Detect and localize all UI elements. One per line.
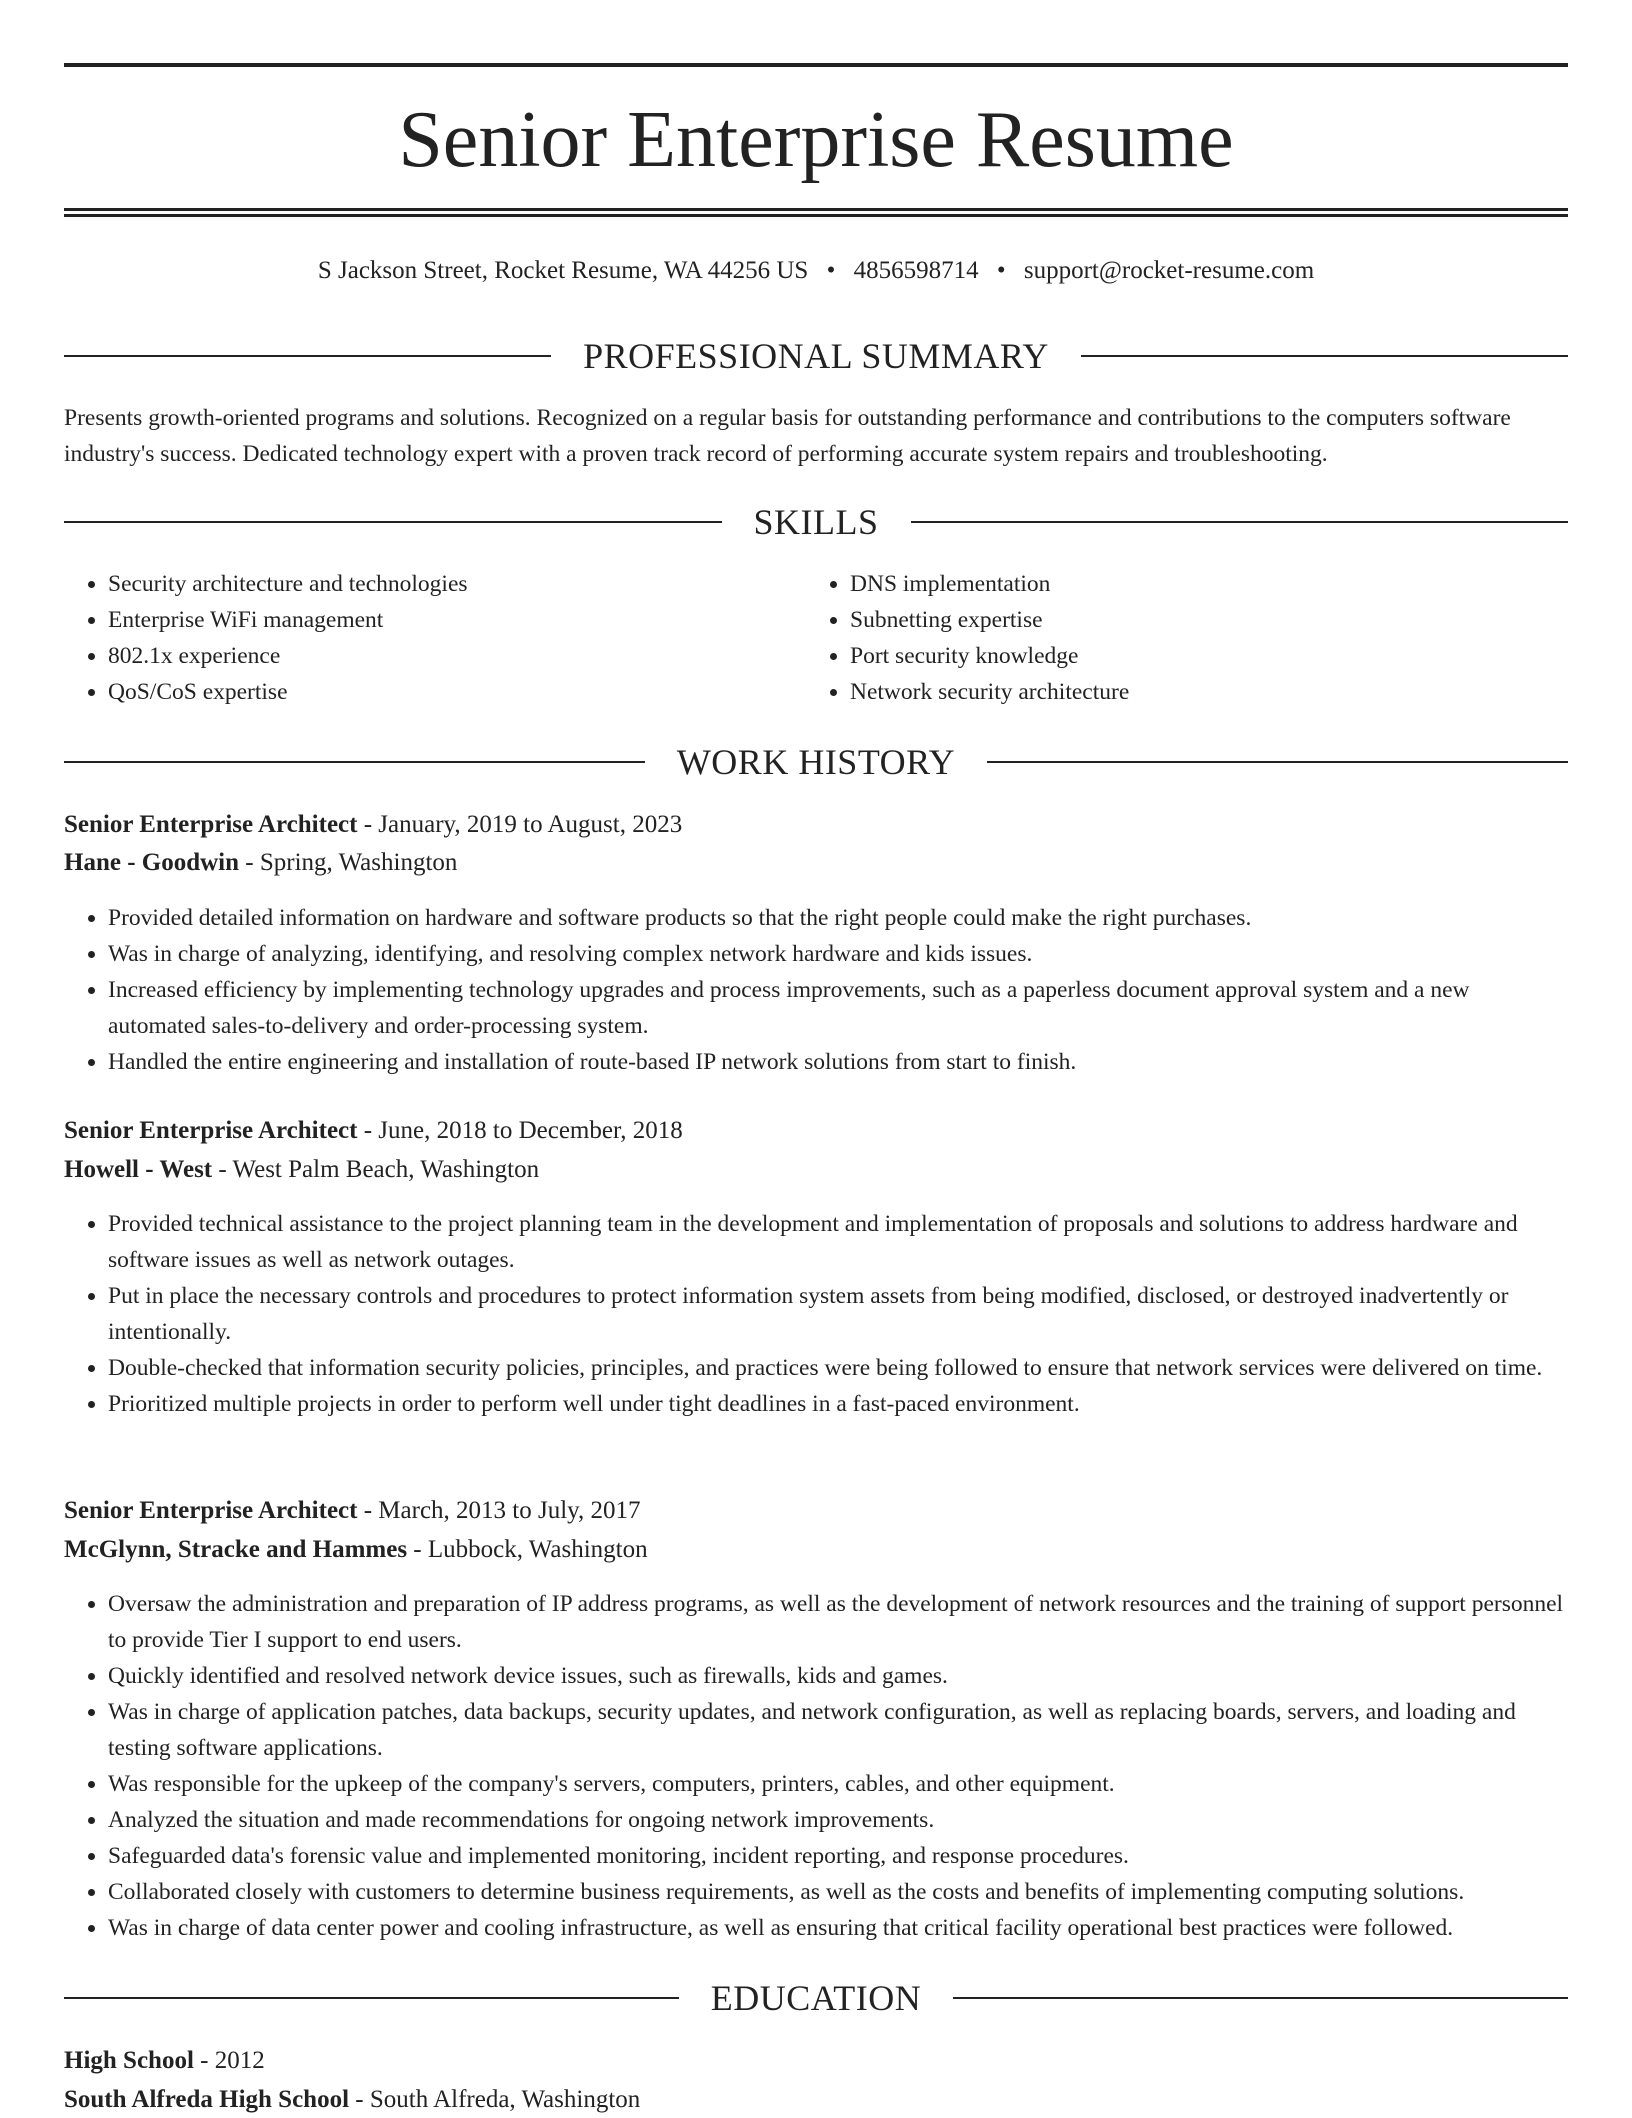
education-year: - 2012 bbox=[193, 2047, 265, 2074]
job-bullet: • Collaborated closely with customers to determine business requirements, as well as the costs and benefits of implementing computing solutions. bbox=[108, 1874, 1568, 1910]
education-degree: High School bbox=[64, 2047, 194, 2074]
education-heading bbox=[64, 1976, 1568, 2020]
job-bullet: • Provided detailed information on hardware and software products so that the right people could make the right purchases. bbox=[108, 900, 1568, 936]
job-bullet: • Was in charge of analyzing, identifying, and resolving complex network hardware and kids issues. bbox=[108, 936, 1568, 972]
heading-rule bbox=[64, 355, 551, 357]
job-bullets bbox=[64, 900, 1568, 1080]
heading-rule bbox=[987, 761, 1568, 763]
job-location: - Spring, Washington bbox=[239, 849, 458, 876]
job-company-line bbox=[64, 1152, 1568, 1188]
job-bullet: • Handled the entire engineering and installation of route-based IP network solutions from start to finish. bbox=[108, 1044, 1568, 1080]
education-school: South Alfreda High School bbox=[64, 2086, 350, 2113]
skill-item: • Port security knowledge bbox=[850, 638, 1506, 674]
job-bullets bbox=[64, 1206, 1568, 1422]
job-company: Howell - West bbox=[64, 1156, 213, 1183]
education-location: - South Alfreda, Washington bbox=[349, 2086, 641, 2113]
job-bullet: • Prioritized multiple projects in order to perform well under tight deadlines in a fast-paced environment. bbox=[108, 1386, 1568, 1422]
skill-item: • DNS implementation bbox=[850, 566, 1506, 602]
job-bullet: • Safeguarded data's forensic value and implemented monitoring, incident reporting, and response procedures. bbox=[108, 1838, 1568, 1874]
resume-title: Senior Enterprise Resume bbox=[398, 96, 1234, 184]
job-bullet: • Quickly identified and resolved network device issues, such as firewalls, kids and games. bbox=[108, 1658, 1568, 1694]
job-location: - West Palm Beach, Washington bbox=[212, 1156, 540, 1183]
education-degree-line bbox=[64, 2043, 1568, 2079]
job-dates: - March, 2013 to July, 2017 bbox=[357, 1497, 641, 1524]
job-title: Senior Enterprise Architect bbox=[64, 1117, 358, 1144]
heading-rule bbox=[64, 1997, 679, 1999]
job-title-line bbox=[64, 807, 1568, 843]
job-bullet: • Double-checked that information security policies, principles, and practices were being followed to ensure that network services were delivered on time. bbox=[108, 1350, 1568, 1386]
job-company-line bbox=[64, 1532, 1568, 1568]
top-rule bbox=[64, 63, 1568, 67]
skill-item: • 802.1x experience bbox=[108, 638, 764, 674]
skill-item: • Network security architecture bbox=[850, 674, 1506, 710]
skills-left-column bbox=[64, 566, 764, 710]
education-heading-label: EDUCATION bbox=[710, 1978, 922, 2018]
contact-address: S Jackson Street, Rocket Resume, WA 44256 US bbox=[317, 257, 809, 284]
heading-rule bbox=[953, 1997, 1568, 1999]
job-bullet: • Provided technical assistance to the project planning team in the development and implementation of proposals and solutions to address hardware and software issues as well as network outages. bbox=[108, 1206, 1568, 1278]
contact-line bbox=[0, 255, 1632, 287]
contact-separator: • bbox=[826, 257, 836, 284]
job-dates: - June, 2018 to December, 2018 bbox=[357, 1117, 683, 1144]
summary-heading-label: PROFESSIONAL SUMMARY bbox=[583, 336, 1049, 376]
job-location: - Lubbock, Washington bbox=[407, 1536, 648, 1563]
education-school-line bbox=[64, 2082, 1568, 2118]
skills-heading-label: SKILLS bbox=[753, 502, 879, 542]
job-company-line bbox=[64, 845, 1568, 881]
job-bullets bbox=[64, 1586, 1568, 1946]
contact-separator: • bbox=[996, 257, 1006, 284]
job-title: Senior Enterprise Architect bbox=[64, 811, 358, 838]
skill-item: • QoS/CoS expertise bbox=[108, 674, 764, 710]
job-dates: - January, 2019 to August, 2023 bbox=[357, 811, 683, 838]
skills-right-column bbox=[806, 566, 1506, 710]
work-history-heading-label: WORK HISTORY bbox=[676, 742, 956, 782]
summary-heading bbox=[64, 334, 1568, 378]
skill-item: • Enterprise WiFi management bbox=[108, 602, 764, 638]
heading-rule bbox=[64, 761, 645, 763]
job-title-line bbox=[64, 1493, 1568, 1529]
job-company: McGlynn, Stracke and Hammes bbox=[64, 1536, 408, 1563]
contact-email[interactable]: support@rocket-resume.com bbox=[1023, 257, 1315, 284]
job-bullet: • Was in charge of application patches, data backups, security updates, and network configuration, as well as replacing boards, servers, and loading and testing software applications. bbox=[108, 1694, 1568, 1766]
job-title-line bbox=[64, 1113, 1568, 1149]
job-company: Hane - Goodwin bbox=[64, 849, 240, 876]
contact-phone: 4856598714 bbox=[853, 257, 979, 284]
job-title: Senior Enterprise Architect bbox=[64, 1497, 358, 1524]
work-history-heading bbox=[64, 740, 1568, 784]
job-bullet: • Increased efficiency by implementing technology upgrades and process improvements, such as a paperless document approval system and a new automated sales-to-delivery and order-processing system. bbox=[108, 972, 1568, 1044]
title-double-rule bbox=[64, 208, 1568, 217]
summary-text: Presents growth-oriented programs and solutions. Recognized on a regular basis for outstanding performance and contributions to the computers software industry's success. Dedicated technology expert with a proven track record of performing accurate system repairs and troubleshooting. bbox=[64, 405, 1511, 467]
heading-rule bbox=[911, 521, 1569, 523]
job-bullet: • Put in place the necessary controls and procedures to protect information system assets from being modified, disclosed, or destroyed inadvertently or intentionally. bbox=[108, 1278, 1568, 1350]
job-bullet: • Was in charge of data center power and cooling infrastructure, as well as ensuring that critical facility operational best practices were followed. bbox=[108, 1910, 1568, 1946]
job-bullet: • Oversaw the administration and preparation of IP address programs, as well as the development of network resources and the training of support personnel to provide Tier I support to end users. bbox=[108, 1586, 1568, 1658]
job-bullet: • Was responsible for the upkeep of the company's servers, computers, printers, cables, and other equipment. bbox=[108, 1766, 1568, 1802]
skill-item: • Security architecture and technologies bbox=[108, 566, 764, 602]
job-bullet: • Analyzed the situation and made recommendations for ongoing network improvements. bbox=[108, 1802, 1568, 1838]
skills-heading bbox=[64, 500, 1568, 544]
skill-item: • Subnetting expertise bbox=[850, 602, 1506, 638]
heading-rule bbox=[64, 521, 722, 523]
heading-rule bbox=[1081, 355, 1568, 357]
